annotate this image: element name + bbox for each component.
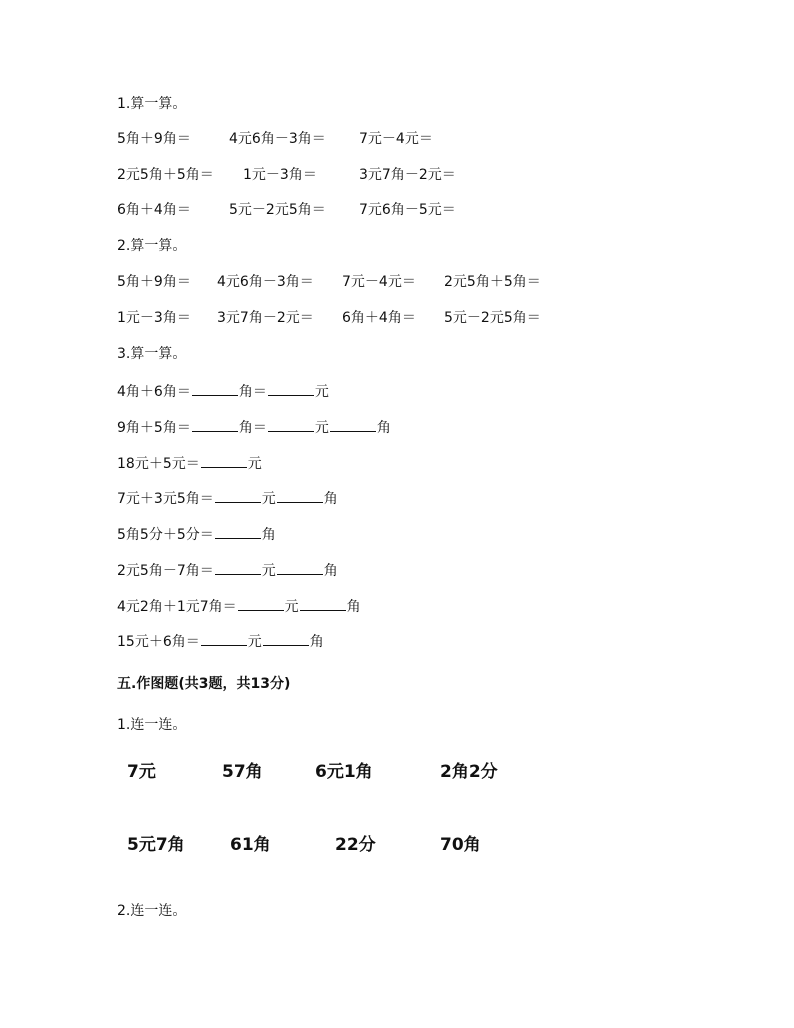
- q3-unit: 角: [261, 527, 276, 543]
- q3-unit: 元: [261, 563, 276, 579]
- answer-blank[interactable]: [192, 381, 238, 396]
- q3-line-2: [117, 417, 391, 437]
- q3-unit: 元: [314, 384, 329, 400]
- q3-unit: 元: [261, 491, 276, 507]
- worksheet-page: [117, 0, 757, 1028]
- q1-expr: 7元－4元＝: [359, 131, 433, 147]
- q3-title: 3.算一算。: [117, 346, 187, 362]
- answer-blank[interactable]: [277, 488, 323, 503]
- q3-line-5: [117, 524, 276, 544]
- q3-unit: 元: [247, 456, 262, 472]
- q3-line-1: [117, 381, 329, 401]
- answer-blank[interactable]: [215, 560, 261, 575]
- answer-blank[interactable]: [268, 381, 314, 396]
- q3-unit: 角＝: [238, 384, 267, 400]
- q3-expr: 15元＋6角＝: [117, 634, 200, 650]
- q1-expr: 2元5角＋5角＝: [117, 167, 214, 183]
- connect2-title: 2.连一连。: [117, 903, 187, 919]
- connect1-bottom-item[interactable]: 70角: [440, 835, 481, 855]
- q3-unit: 元: [284, 599, 299, 615]
- connect1-title: 1.连一连。: [117, 717, 187, 733]
- q3-unit: 角: [309, 634, 324, 650]
- q3-expr: 7元＋3元5角＝: [117, 491, 214, 507]
- answer-blank[interactable]: [215, 488, 261, 503]
- connect1-bottom-item[interactable]: 5元7角: [127, 835, 185, 855]
- q3-unit: 角: [323, 491, 338, 507]
- q3-line-8: [117, 631, 324, 651]
- q2-expr: 5角＋9角＝: [117, 274, 191, 290]
- q3-expr: 18元＋5元＝: [117, 456, 200, 472]
- q3-expr: 4元2角＋1元7角＝: [117, 599, 237, 615]
- q1-expr: 7元6角－5元＝: [359, 202, 456, 218]
- answer-blank[interactable]: [192, 417, 238, 432]
- q2-expr: 5元－2元5角＝: [444, 310, 541, 326]
- q2-expr: 6角＋4角＝: [342, 310, 416, 326]
- q3-unit: 角: [323, 563, 338, 579]
- answer-blank[interactable]: [330, 417, 376, 432]
- answer-blank[interactable]: [277, 560, 323, 575]
- answer-blank[interactable]: [215, 524, 261, 539]
- q2-expr: 4元6角－3角＝: [217, 274, 314, 290]
- answer-blank[interactable]: [201, 631, 247, 646]
- q2-expr: 1元－3角＝: [117, 310, 191, 326]
- q2-expr: 3元7角－2元＝: [217, 310, 314, 326]
- q2-title: 2.算一算。: [117, 238, 187, 254]
- q1-expr: 6角＋4角＝: [117, 202, 191, 218]
- answer-blank[interactable]: [201, 453, 247, 468]
- connect1-top-item[interactable]: 57角: [222, 762, 263, 782]
- q3-line-6: [117, 560, 338, 580]
- connect1-top-item[interactable]: 2角2分: [440, 762, 498, 782]
- q1-expr: 5元－2元5角＝: [229, 202, 326, 218]
- q3-line-7: [117, 596, 361, 616]
- answer-blank[interactable]: [238, 596, 284, 611]
- q1-title: 1.算一算。: [117, 96, 187, 112]
- q3-unit: 元: [247, 634, 262, 650]
- q1-expr: 1元－3角＝: [243, 167, 317, 183]
- connect1-top-item[interactable]: 6元1角: [315, 762, 373, 782]
- section5-title: 五.作图题(共3题，共13分): [117, 676, 291, 692]
- q1-expr: 4元6角－3角＝: [229, 131, 326, 147]
- q2-expr: 7元－4元＝: [342, 274, 416, 290]
- q3-expr: 5角5分＋5分＝: [117, 527, 214, 543]
- connect1-bottom-item[interactable]: 22分: [335, 835, 376, 855]
- answer-blank[interactable]: [268, 417, 314, 432]
- answer-blank[interactable]: [300, 596, 346, 611]
- q3-unit: 角＝: [238, 420, 267, 436]
- q3-line-4: [117, 488, 338, 508]
- q3-unit: 角: [346, 599, 361, 615]
- answer-blank[interactable]: [263, 631, 309, 646]
- connect1-top-item[interactable]: 7元: [127, 762, 156, 782]
- q1-expr: 3元7角－2元＝: [359, 167, 456, 183]
- q2-expr: 2元5角＋5角＝: [444, 274, 541, 290]
- q1-expr: 5角＋9角＝: [117, 131, 191, 147]
- q3-unit: 角: [376, 420, 391, 436]
- connect1-bottom-item[interactable]: 61角: [230, 835, 271, 855]
- q3-unit: 元: [314, 420, 329, 436]
- q3-expr: 4角＋6角＝: [117, 384, 191, 400]
- q3-expr: 9角＋5角＝: [117, 420, 191, 436]
- q3-line-3: [117, 453, 262, 473]
- q3-expr: 2元5角－7角＝: [117, 563, 214, 579]
